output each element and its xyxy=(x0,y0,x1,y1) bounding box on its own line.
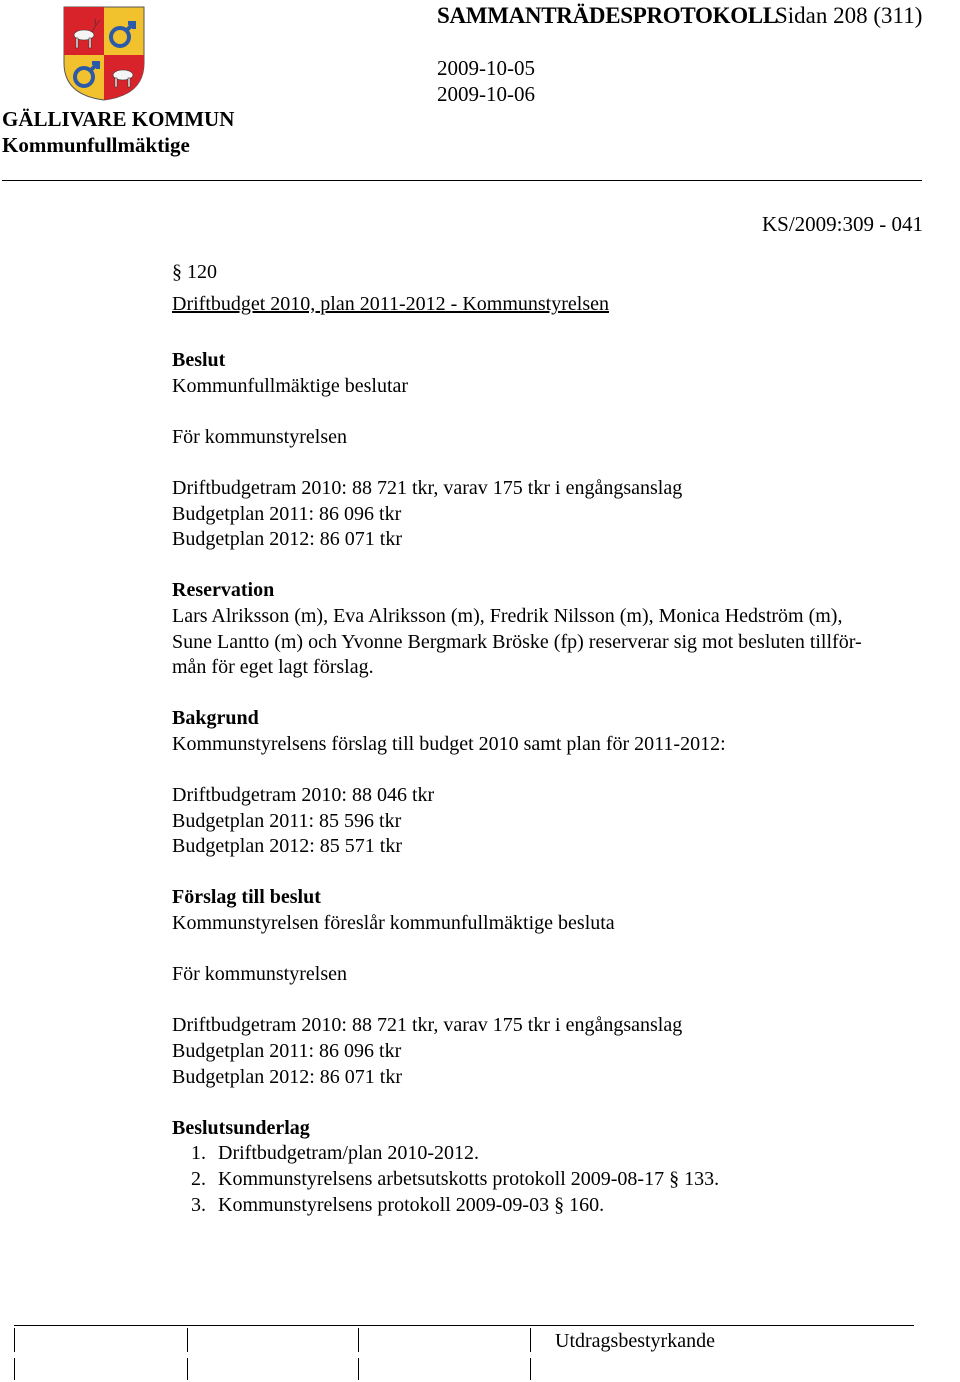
forslag-for: För kommunstyrelsen xyxy=(172,963,347,986)
forslag-heading: Förslag till beslut xyxy=(172,886,321,909)
list-item: 3. Kommunstyrelsens protokoll 2009-09-03 § 160. xyxy=(191,1193,605,1216)
list-item: 2. Kommunstyrelsens arbetsutskotts protokoll 2009-08-17 § 133. xyxy=(191,1168,720,1190)
signature-box-divider xyxy=(187,1358,188,1380)
forslag-intro: Kommunstyrelsen föreslår kommunfullmäktige besluta xyxy=(172,912,615,935)
case-number: KS/2009:309 - 041 xyxy=(762,212,924,236)
organization-name: GÄLLIVARE KOMMUN xyxy=(2,107,235,131)
signature-box-divider xyxy=(14,1328,15,1352)
reservation-line: Sune Lantto (m) och Yvonne Bergmark Bröske (fp) reserverar sig mot besluten tillför- xyxy=(172,630,862,653)
beslutsunderlag-heading: Beslutsunderlag xyxy=(172,1116,310,1139)
document-body xyxy=(172,348,952,1218)
meeting-date-1: 2009-10-05 xyxy=(437,56,535,80)
signature-box-divider xyxy=(14,1358,15,1380)
section-number xyxy=(172,260,217,286)
bakgrund-heading: Bakgrund xyxy=(172,707,259,730)
reservation-line: mån för eget lagt förslag. xyxy=(172,656,374,679)
certification-label: Utdragsbestyrkande xyxy=(555,1330,715,1352)
forslag-line: Driftbudgetram 2010: 88 721 tkr, varav 175 tkr i engångsanslag xyxy=(172,1014,683,1037)
meeting-date-2: 2009-10-06 xyxy=(437,82,535,106)
bakgrund-intro: Kommunstyrelsens förslag till budget 2010 samt plan för 2011-2012: xyxy=(172,732,726,755)
signature-box-divider xyxy=(530,1358,531,1380)
beslutsunderlag-list xyxy=(172,1141,952,1218)
page-number: Sidan 208 (311) xyxy=(775,3,923,28)
forslag-line: Budgetplan 2011: 86 096 tkr xyxy=(172,1040,402,1063)
signature-box-divider xyxy=(187,1328,188,1352)
section-title: Driftbudget 2010, plan 2011-2012 - Kommunstyrelsen xyxy=(172,293,609,315)
signature-box-divider xyxy=(358,1328,359,1352)
header-divider xyxy=(2,180,922,181)
bakgrund-line: Driftbudgetram 2010: 88 046 tkr xyxy=(172,784,435,807)
beslut-line: Driftbudgetram 2010: 88 721 tkr, varav 175 tkr i engångsanslag xyxy=(172,476,683,499)
forslag-line: Budgetplan 2012: 86 071 tkr xyxy=(172,1065,402,1088)
reservation-heading: Reservation xyxy=(172,579,275,602)
beslut-for: För kommunstyrelsen xyxy=(172,425,347,448)
beslut-intro: Kommunfullmäktige beslutar xyxy=(172,374,409,397)
reservation-line: Lars Alriksson (m), Eva Alriksson (m), Fredrik Nilsson (m), Monica Hedström (m), xyxy=(172,604,843,627)
organization-body: Kommunfullmäktige xyxy=(2,133,190,157)
coat-of-arms-icon xyxy=(62,5,146,101)
signature-box-divider xyxy=(358,1358,359,1380)
signature-grid-top-rule xyxy=(14,1325,914,1326)
list-item: 1. Driftbudgetram/plan 2010-2012. xyxy=(191,1142,480,1165)
section-number-value: 120 xyxy=(187,261,217,283)
beslut-heading: Beslut xyxy=(172,349,226,371)
beslut-line: Budgetplan 2012: 86 071 tkr xyxy=(172,528,402,551)
bakgrund-line: Budgetplan 2012: 85 571 tkr xyxy=(172,835,402,858)
document-type-title: SAMMANTRÄDESPROTOKOLL xyxy=(437,3,778,28)
beslut-line: Budgetplan 2011: 86 096 tkr xyxy=(172,502,402,525)
bakgrund-line: Budgetplan 2011: 85 596 tkr xyxy=(172,809,402,832)
paragraph-symbol: § xyxy=(172,261,182,283)
signature-box-divider xyxy=(530,1328,531,1352)
